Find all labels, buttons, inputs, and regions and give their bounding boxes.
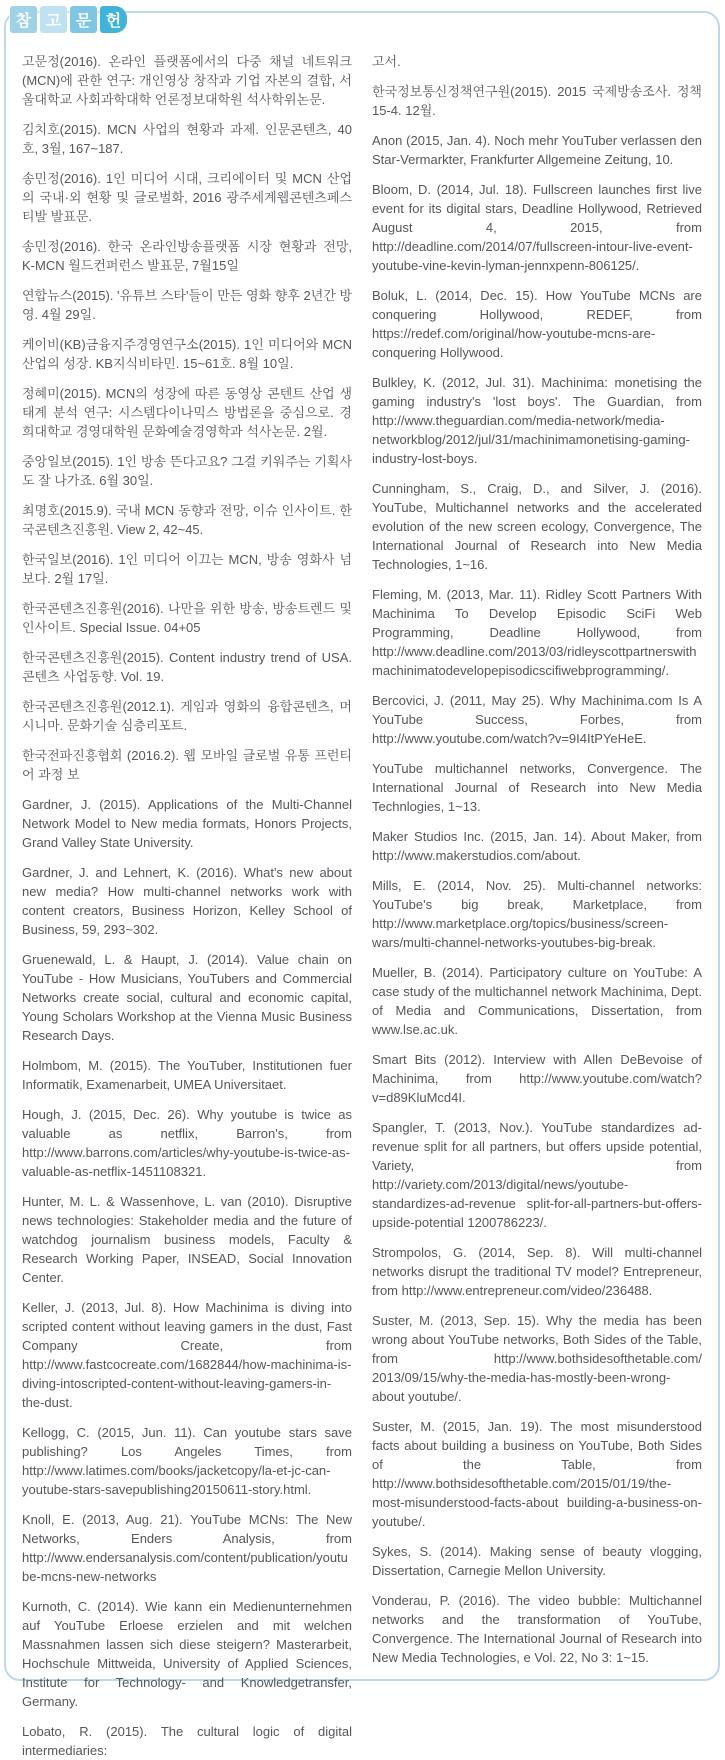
reference-item: 한국일보(2016). 1인 미디어 이끄는 MCN, 방송 영화사 넘보다. 2월 17일. bbox=[22, 552, 352, 586]
reference-item: Suster, M. (2015, Jan. 19). The most misunderstood facts about building a business on YouTube, Both Sides of the Table, from http://www.bothsidesofthetable.com/2015/01/19/the-most-misunderstood-facts-about building-a-business-on-youtube/. bbox=[372, 1419, 702, 1529]
reference-item: 한국콘텐츠진흥원(2016). 나만을 위한 방송, 방송트렌드 및 인사이트. Special Issue. 04+05 bbox=[22, 601, 352, 635]
reference-item: Vonderau, P. (2016). The video bubble: Multichannel networks and the transformation of YouTube, Convergence. The International Journal of Research into New Media Technologies, e Vol. 22, No 3: 1~15. bbox=[372, 1593, 702, 1665]
reference-item: Holmbom, M. (2015). The YouTuber, Institutionen fuer Informatik, Examenarbeit, UMEA Universitaet. bbox=[22, 1058, 352, 1092]
reference-item: Suster, M. (2013, Sep. 15). Why the media has been wrong about YouTube networks, Both Sides of the Table, from http://www.bothsidesofthetable.com/ 2013/09/15/why-the-media-has-mostly-been-wrong-about youtube/. bbox=[372, 1313, 702, 1404]
reference-item: 한국콘텐츠진흥원(2012.1). 게임과 영화의 융합콘텐츠, 머시니마. 문화기술 심층리포트. bbox=[22, 699, 352, 733]
references-column-right bbox=[372, 52, 702, 1675]
reference-item: Boluk, L. (2014, Dec. 15). How YouTube MCNs are conquering Hollywood, REDEF, from https://redef.com/original/how-youtube-mcns-are-conquering Hollywood. bbox=[372, 288, 702, 360]
reference-item: 케이비(KB)금융지주경영연구소(2015). 1인 미디어와 MCN 산업의 성장. KB지식비타민. 15~61호. 8월 10일. bbox=[22, 337, 352, 371]
reference-item: Bloom, D. (2014, Jul. 18). Fullscreen launches first live event for its digital stars, Deadline Hollywood, Retrieved August 4, 2015, from http://deadline.com/2014/07/fullscreen-intour-live-event-youtube-vine-kevin-lyman-jennxpenn-806125/. bbox=[372, 182, 702, 273]
reference-item: Fleming, M. (2013, Mar. 11). Ridley Scott Partners With Machinima To Develop Episodic SciFi Web Programming, Deadline Hollywood, from http://www.deadline.com/2013/03/ridleyscottpartnerswithmachinimatodevelopepisodicscifiwebprogramming/. bbox=[372, 587, 702, 678]
reference-item: 중앙일보(2015). 1인 방송 뜬다고요? 그걸 키워주는 기획사도 잘 나가죠. 6월 30일. bbox=[22, 454, 352, 488]
reference-item: Bercovici, J. (2011, May 25). Why Machinima.com Is A YouTube Success, Forbes, from http://www.youtube.com/watch?v=9I4ItPYeHeE. bbox=[372, 693, 702, 746]
reference-item: Gardner, J. and Lehnert, K. (2016). What's new about new media? How multi-channel networks work with content creators, Business Horizon, Kelley School of Business, 59, 293~302. bbox=[22, 865, 352, 937]
badge-char-tile: 문 bbox=[70, 6, 97, 33]
reference-item: Cunningham, S., Craig, D., and Silver, J. (2016). YouTube, Multichannel networks and the accelerated evolution of the new screen ecology, Convergence, The International Journal of Research into New Media Technologies, 1~16. bbox=[372, 481, 702, 572]
reference-item: Spangler, T. (2013, Nov.). YouTube standardizes ad-revenue split for all partners, but offers upside potential, Variety, from http://variety.com/2013/digital/news/youtube-standardizes-ad-revenue split-for-all-partners-but-offers-upside-potential 1200786223/. bbox=[372, 1120, 702, 1230]
reference-item: Hough, J. (2015, Dec. 26). Why youtube is twice as valuable as netflix, Barron's, from http://www.barrons.com/articles/why-youtube-is-twice-as-valuable-as-netflix-1451108321. bbox=[22, 1107, 352, 1179]
reference-item: Knoll, E. (2013, Aug. 21). YouTube MCNs: The New Networks, Enders Analysis, from http://www.endersanalysis.com/content/publication/youtube-mcns-new-networks bbox=[22, 1512, 352, 1584]
reference-item: Kellogg, C. (2015, Jun. 11). Can youtube stars save publishing? Los Angeles Times, from http://www.latimes.com/books/jacketcopy/la-et-jc-can-youtube-stars-savepublishing20150611-story.html. bbox=[22, 1425, 352, 1497]
reference-item: Gruenewald, L. & Haupt, J. (2014). Value chain on YouTube - How Musicians, YouTubers and Commercial Networks create social, cultural and economic capital, Young Scholars Workshop at the Vienna Music Business Research Days. bbox=[22, 952, 352, 1043]
reference-item: Gardner, J. (2015). Applications of the Multi-Channel Network Model to New media formats, Honors Projects, Grand Valley State University. bbox=[22, 797, 352, 850]
reference-item: YouTube multichannel networks, Convergence. The International Journal of Research into New Media Technlogies, 1~13. bbox=[372, 761, 702, 814]
section-title-badge bbox=[10, 6, 127, 33]
reference-item: Lobato, R. (2015). The cultural logic of digital intermediaries: bbox=[22, 1724, 352, 1758]
badge-char-tile: 헌 bbox=[100, 6, 127, 33]
reference-item: 한국전파진흥협회 (2016.2). 웹 모바일 글로벌 유통 프런티어 과정 보 bbox=[22, 748, 352, 782]
reference-item: Mueller, B. (2014). Participatory culture on YouTube: A case study of the multichannel network Machinima, Dept. of Media and Communications, Dissertation, from www.lse.ac.uk. bbox=[372, 965, 702, 1037]
reference-item: 김치호(2015). MCN 사업의 현황과 과제. 인문콘텐츠, 40호, 3월, 167~187. bbox=[22, 122, 352, 156]
reference-item: Smart Bits (2012). Interview with Allen DeBevoise of Machinima, from http://www.youtube.com/watch?v=d89KluMcd4I. bbox=[372, 1052, 702, 1105]
reference-item: Sykes, S. (2014). Making sense of beauty vlogging, Dissertation, Carnegie Mellon University. bbox=[372, 1544, 702, 1578]
reference-item: 최명호(2015.9). 국내 MCN 동향과 전망, 이슈 인사이트. 한국콘텐츠진흥원. View 2, 42~45. bbox=[22, 503, 352, 537]
reference-item: Anon (2015, Jan. 4). Noch mehr YouTuber verlassen den Star-Vermarkter, Frankfurter Allgemeine Zeitung, 10. bbox=[372, 133, 702, 167]
reference-item: 고서. bbox=[372, 54, 401, 69]
badge-char-tile: 고 bbox=[40, 6, 67, 33]
reference-item: 송민정(2016). 한국 온라인방송플랫폼 시장 현황과 전망, K-MCN 월드컨퍼런스 발표문, 7월15일 bbox=[22, 239, 352, 273]
reference-item: 한국콘텐츠진흥원(2015). Content industry trend of USA. 콘텐츠 사업동향. Vol. 19. bbox=[22, 650, 352, 684]
reference-item: 정혜미(2015). MCN의 성장에 따른 동영상 콘텐트 산업 생태계 분석 연구: 시스템다이나믹스 방법론을 중심으로. 경희대학교 경영대학원 문화예술경영학과 석사논문. 2월. bbox=[22, 386, 352, 439]
reference-item: Strompolos, G. (2014, Sep. 8). Will multi-channel networks disrupt the traditional TV model? Entrepreneur, from http://www.entrepreneur.com/video/236488. bbox=[372, 1245, 702, 1298]
reference-item: 연합뉴스(2015). '유튜브 스타'들이 만든 영화 향후 2년간 방영. 4월 29일. bbox=[22, 288, 352, 322]
reference-item: Kurnoth, C. (2014). Wie kann ein Medienunternehmen auf YouTube Erloese erzielen and mit welchen Massnahmen lassen sich diese steigern? Masterarbeit, Hochschule Mittweida, University of Applied Sciences, Institute for Technology- and Knowledgetransfer, Germany. bbox=[22, 1599, 352, 1709]
references-columns bbox=[22, 52, 702, 1758]
badge-char-tile: 참 bbox=[10, 6, 37, 33]
reference-item: 고문정(2016). 온라인 플랫폼에서의 다중 채널 네트워크(MCN)에 관한 연구: 개인영상 창작과 기업 자본의 결합, 서울대학교 사회과학대학 언론정보대학원 석사학위논문. bbox=[22, 54, 352, 107]
reference-item: Hunter, M. L. & Wassenhove, L. van (2010). Disruptive news technologies: Stakeholder media and the future of watchdog journalism business models, Faculty & Research Working Paper, INSEAD, Social Innovation Center. bbox=[22, 1194, 352, 1285]
reference-item: Bulkley, K. (2012, Jul. 31). Machinima: monetising the gaming industry's 'lost boys'. The Guardian, from http://www.theguardian.com/media-network/media-networkblog/2012/jul/31/machinimamonetising-gaming-industry-lost-boys. bbox=[372, 375, 702, 466]
reference-item: 송민정(2016). 1인 미디어 시대, 크리에이터 및 MCN 산업의 국내·외 현황 및 글로벌화, 2016 광주세계웹콘텐츠페스티발 발표문. bbox=[22, 171, 352, 224]
references-column-left bbox=[22, 52, 352, 1758]
reference-item: Keller, J. (2013, Jul. 8). How Machinima is diving into scripted content without leaving gamers in the dust, Fast Company Create, from http://www.fastcocreate.com/1682844/how-machinima-is-diving-intoscripted-content-without-leaving-gamers-in-the-dust. bbox=[22, 1300, 352, 1410]
reference-item: Maker Studios Inc. (2015, Jan. 14). About Maker, from http://www.makerstudios.com/about. bbox=[372, 829, 702, 863]
reference-item: 한국정보통신정책연구원(2015). 2015 국제방송조사. 정책 15-4. 12월. bbox=[372, 84, 702, 118]
reference-item: Mills, E. (2014, Nov. 25). Multi-channel networks: YouTube's big break, Marketplace, from http://www.marketplace.org/topics/business/screen-wars/multi-channel-networks-youtubes-big-break. bbox=[372, 878, 702, 950]
